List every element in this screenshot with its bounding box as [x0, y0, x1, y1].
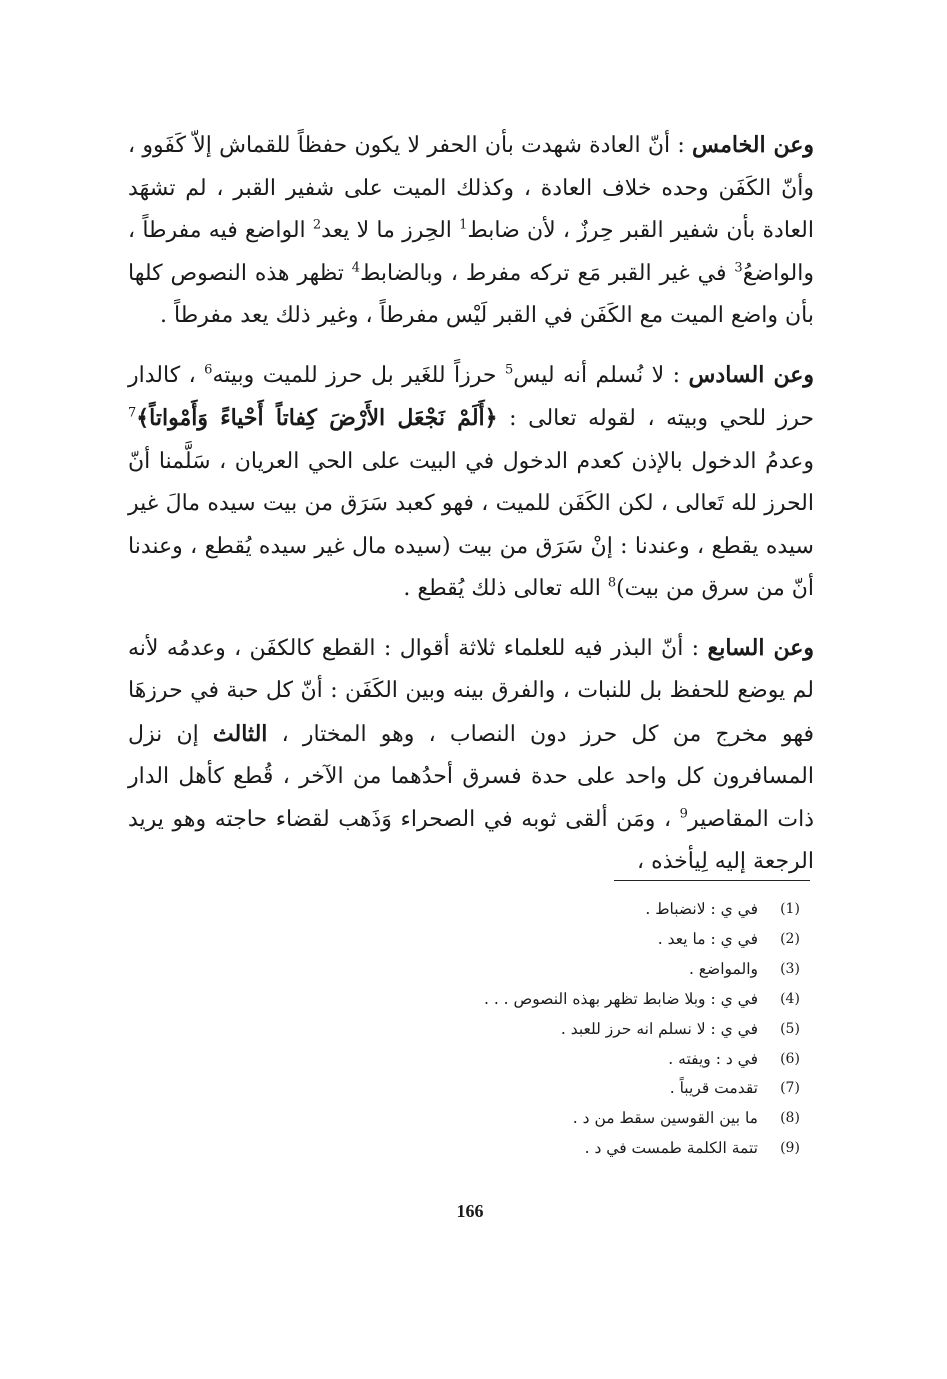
footnote-text: في ي : لا نسلم انه حرز للعبد . [560, 1019, 758, 1038]
paragraph-sixth [128, 354, 814, 611]
text-segment: تظهر هذه النصوص كلها بأن واضع الميت مع الكَفَن في القبر لَيْس مفرطاً ، وغير ذلك يعد مفرطاً . [128, 260, 814, 328]
text-segment: : أنّ العادة شهدت بأن الحفر لا يكون حفظاً للقماش إلاّ كَفَوو ، وأنّ الكَفَن وحده خلاف العادة ، وكذلك الميت على شفير القبر ، لم تشهَد العادة بأن شفير القبر حِرزٌ ، لأن ضابط [128, 133, 814, 243]
footnote-text: تتمة الكلمة طمست في د . [584, 1139, 758, 1158]
footnote-item [380, 1134, 810, 1164]
footnote-item [380, 1015, 810, 1045]
footnote-ref[interactable]: 2 [312, 217, 322, 233]
text-segment: وعدمُ الدخول بالإذن كعدم الدخول في البيت على الحي العريان ، سَلَّمنا أنّ الحرز لله تَعالى ، لكن الكَفَن للميت ، فهو كعبد سَرَق من بيت سيده مالَ غير سيده يقطع ، وعندنا : إنْ سَرَق من بيت (سيده مال غير سيده يُقطع ، وعندنا أنّ من سرق من بيت) [128, 448, 814, 601]
text-segment: ، كالدار حرز للحي وبيته ، لقوله تعالى : [128, 362, 814, 431]
footnote-number: (8) [780, 1110, 800, 1127]
footnote-ref[interactable]: 8 [607, 575, 617, 591]
text-segment: : أنّ البذر فيه للعلماء ثلاثة أقوال : القطع كالكفَن ، وعدمُه لأنه لم يوضع للحفظ بل للنبات ، والفرق بينه وبين الكَفَن : أنّ كل حبة في حرزهَا فهو مخرج من كل حرز دون النصاب ، وهو المختار ، [128, 635, 814, 747]
main-text [128, 124, 814, 884]
footnote-item [380, 955, 810, 985]
text-segment: ، ومَن ألقى ثوبه في الصحراء وَذَهب لقضاء حاجته وهو يريد الرجعة إليه لِيأخذه ، [128, 806, 814, 874]
footnote-text: ما بين القوسين سقط من د . [572, 1109, 758, 1128]
footnote-number: (7) [780, 1080, 800, 1097]
paragraph-seventh [128, 627, 814, 884]
footnote-text: في ي : لانضباط . [645, 900, 758, 918]
footnote-text: في ي : وبلا ضابط تظهر بهذه النصوص . . . [483, 989, 758, 1008]
footnote-number: (2) [780, 930, 800, 947]
text-segment: حرزاً للغَير بل حرز للميت وبيته [212, 362, 505, 388]
paragraph-lead: وعن السابع [707, 634, 814, 661]
footnote-divider [614, 880, 810, 881]
footnote-number: (5) [780, 1020, 800, 1037]
footnote-item [380, 1104, 810, 1134]
paragraph-lead: وعن السادس [688, 361, 814, 388]
footnote-number: (4) [780, 990, 800, 1007]
footnote-ref[interactable]: 9 [679, 806, 688, 822]
paragraph-lead: وعن الخامس [692, 132, 814, 158]
paragraph-fifth [128, 124, 814, 338]
footnote-item [380, 1074, 810, 1104]
footnote-number: (9) [780, 1140, 800, 1157]
footnote-number: (1) [780, 901, 800, 917]
footnote-ref[interactable]: 4 [351, 260, 361, 276]
footnote-item [380, 1045, 810, 1075]
footnote-ref[interactable]: 7 [128, 405, 137, 421]
page-number: 166 [456, 1201, 484, 1221]
footnote-ref[interactable]: 5 [504, 362, 514, 378]
footnote-text: في د : ويفته . [668, 1049, 758, 1068]
footnote-ref[interactable]: 6 [204, 362, 213, 378]
text-segment: الحِرز ما لا يعد [321, 218, 460, 243]
footnote-item [380, 985, 810, 1015]
footnote-ref[interactable]: 3 [734, 260, 743, 276]
footnote-item [380, 925, 810, 955]
footnote-number: (6) [780, 1050, 800, 1067]
text-segment: في غير القبر مَع تركه مفرط ، وبالضابط [360, 260, 735, 286]
footnote-item [380, 895, 810, 925]
footnote-text: والمواضع . [688, 959, 758, 978]
footnote-number: (3) [780, 960, 800, 977]
text-segment: : لا نُسلم أنه ليس [513, 362, 689, 388]
footnote-text: في ي : ما يعد . [657, 929, 758, 948]
quran-verse: ﴿أَلَمْ نَجْعَل الأَرْضَ كِفاتاً أَحْياءً وَأَمْواتاً﴾ [136, 405, 498, 431]
footnote-text: تقدمت قريباً . [669, 1079, 758, 1098]
emphasis-third: الثالث [212, 720, 268, 747]
text-segment: الله تعالى ذلك يُقطع . [403, 576, 608, 601]
footnotes-list [380, 895, 810, 1164]
footnote-ref[interactable]: 1 [459, 217, 468, 233]
text-segment: إن نزل المسافرون كل واحد على حدة فسرق أحدُهما من الآخر ، قُطع كأهل الدار ذات المقاصير [128, 721, 815, 832]
text-segment: الواضع فيه مفرطاً ، والواضعُ [128, 218, 814, 286]
